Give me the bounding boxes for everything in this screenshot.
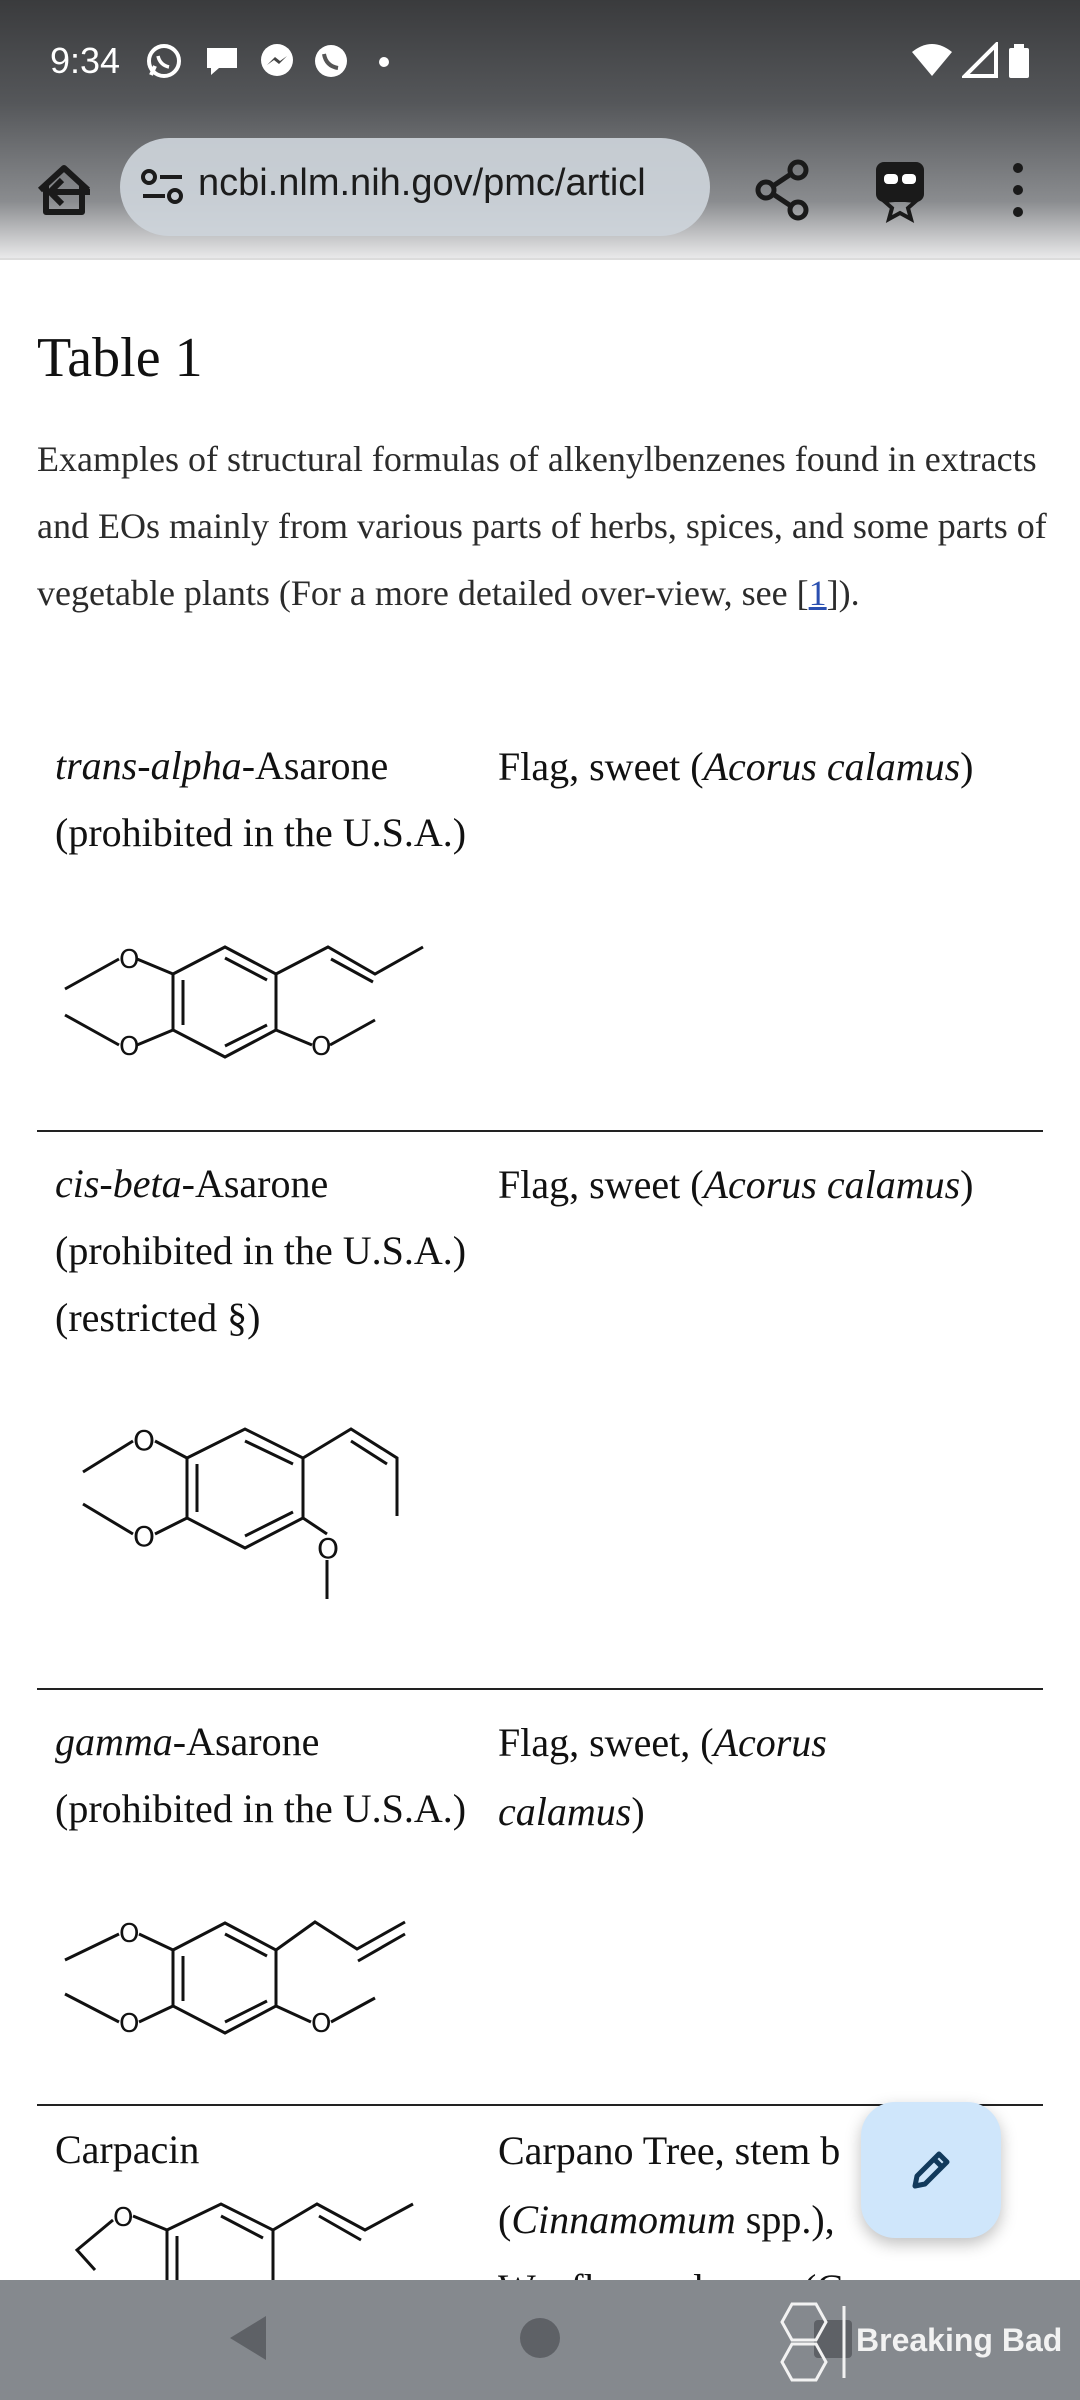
source-text: Flag, sweet, ( <box>498 1720 714 1765</box>
source-cell <box>498 1708 878 1846</box>
caption-end: ]). <box>826 573 860 613</box>
source-species: Acorus calamus <box>703 1162 961 1207</box>
table-row <box>37 1690 1043 2106</box>
oxygen-label: O <box>317 1532 340 1565</box>
source-cell <box>498 1150 1068 1219</box>
share-icon[interactable] <box>742 150 822 230</box>
incognito-bookmark-icon[interactable] <box>860 150 940 230</box>
compound-cell <box>55 1150 475 1351</box>
table-caption <box>37 426 1047 627</box>
watermark <box>764 2292 1080 2388</box>
source-cell: Carpano Tree, stem b (Cinnamomum spp.), <box>498 2116 1058 2323</box>
compound-cell <box>55 1708 475 1842</box>
compound-restriction: (restricted §) <box>55 1295 261 1340</box>
cell-signal-icon <box>962 42 1000 80</box>
reference-link[interactable]: 1 <box>808 573 827 613</box>
watermark-text: Breaking Bad <box>856 2322 1063 2358</box>
url-bar[interactable] <box>120 138 710 236</box>
source-species: Cinnamomum <box>511 2197 736 2242</box>
table-title: Table 1 <box>37 327 203 389</box>
source-species: Acorus calamus <box>498 1720 827 1834</box>
oxygen-label: O <box>113 2203 134 2233</box>
table-row <box>37 732 1043 1132</box>
site-info-icon[interactable] <box>140 166 186 208</box>
whatsapp-icon <box>145 42 183 80</box>
pencil-icon <box>907 2146 955 2194</box>
compound-cell <box>55 732 475 866</box>
back-icon[interactable] <box>222 2310 272 2366</box>
source-species: Acorus calamus <box>703 744 961 789</box>
chat-bubble-icon <box>203 42 241 80</box>
source-text-end: ) <box>960 744 974 789</box>
oxygen-label: O <box>119 945 140 975</box>
oxygen-label: O <box>311 2009 332 2039</box>
source-text-end: spp.), <box>735 2197 835 2242</box>
source-text-end: ) <box>631 1789 645 1834</box>
compound-name: -Asarone <box>172 1719 320 1764</box>
oxygen-label: O <box>133 1424 156 1457</box>
more-menu-icon[interactable] <box>978 150 1058 230</box>
compound-prefix: cis-beta <box>55 1161 182 1206</box>
messenger-icon <box>258 42 296 80</box>
table-row <box>37 1132 1043 1690</box>
oxygen-label: O <box>119 2009 140 2039</box>
source-text-end: ) <box>960 1162 974 1207</box>
compound-prefix: gamma <box>55 1719 173 1764</box>
oxygen-label: O <box>119 1919 140 1949</box>
oxygen-label: O <box>311 1032 332 1062</box>
caption-text: Examples of structural formulas of alkenylbenzenes found in extracts and EOs mainly from various parts of herbs, spices, and some parts of vegetable plants (For a more detailed over-view, see [ <box>37 439 1047 613</box>
compound-name: -Asarone <box>181 1161 329 1206</box>
edit-fab-button[interactable] <box>861 2102 1001 2238</box>
whatsapp-icon <box>312 42 350 80</box>
oxygen-label: O <box>119 1032 140 1062</box>
compound-note: (prohibited in the U.S.A.) <box>55 810 467 855</box>
source-cell <box>498 732 1068 801</box>
battery-icon <box>1006 42 1032 80</box>
source-text: Flag, sweet ( <box>498 744 704 789</box>
structure-image <box>55 1904 465 2069</box>
status-bar <box>0 0 1080 120</box>
compound-cell <box>55 2116 475 2183</box>
wifi-icon <box>910 42 954 80</box>
source-text: Flag, sweet ( <box>498 1162 704 1207</box>
structure-image <box>55 934 465 1089</box>
compound-prefix: trans-alpha <box>55 743 242 788</box>
source-text: Carpano Tree, stem b <box>498 2128 841 2173</box>
url-text: ncbi.nlm.nih.gov/pmc/articl <box>198 162 646 204</box>
compound-name: -Asarone <box>241 743 389 788</box>
compound-note: (prohibited in the U.S.A.) <box>55 1786 467 1831</box>
dot-icon <box>372 42 410 80</box>
compound-note: (prohibited in the U.S.A.) <box>55 1228 467 1273</box>
status-time: 9:34 <box>50 40 121 81</box>
oxygen-label: O <box>133 1520 156 1553</box>
structure-image <box>55 1414 465 1649</box>
home-icon[interactable] <box>26 150 106 230</box>
breaking-bad-logo <box>764 2300 848 2384</box>
compound-name: Carpacin <box>55 2127 200 2172</box>
toolbar-divider <box>0 258 1080 260</box>
home-circle-icon[interactable] <box>516 2310 564 2366</box>
